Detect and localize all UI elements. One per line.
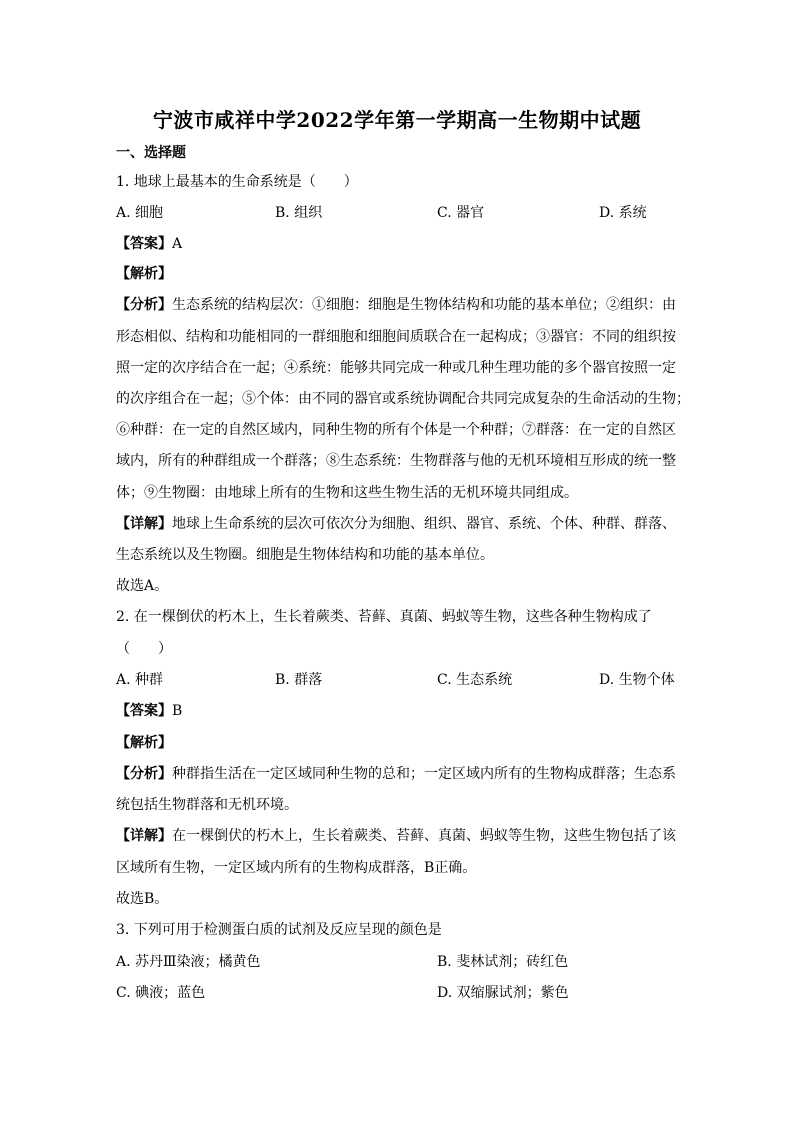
- q2-detail-line: [116, 826, 686, 846]
- q1-analysis-line: 域内，所有的种群组成一个群落；⑧生态系统：生物群落与他的无机环境相互形成的统一整: [116, 453, 676, 469]
- detail-tag: 【详解】: [116, 828, 172, 844]
- q2-option-c: C. 生态系统: [437, 672, 513, 688]
- q1-analysis-line: ⑥种群：在一定的自然区域内，同种生物的所有个体是一个种群；⑦群落：在一定的自然区: [116, 422, 676, 438]
- page-title: 宁波市咸祥中学2022学年第一学期高一生物期中试题: [152, 108, 642, 132]
- q1-analysis-line: 的次序组合在一起；⑤个体：由不同的器官或系统协调配合共同完成复杂的生命活动的生物；: [116, 391, 690, 407]
- q2-detail-line: 区域所有生物，一定区域内所有的生物构成群落，B正确。: [116, 860, 477, 876]
- analysis-text: 生态系统的结构层次：①细胞：细胞是生物体结构和功能的基本单位；②组织：由: [172, 297, 676, 313]
- q1-option-a: A. 细胞: [116, 205, 164, 221]
- q1-option-b: B. 组织: [275, 205, 323, 221]
- q2-analysis-line: 统包括生物群落和无机环境。: [116, 797, 298, 813]
- q1-analysis-line: 形态相似、结构和功能相同的一群细胞和细胞间质联合在一起构成；③器官：不同的组织按: [116, 329, 676, 345]
- q2-option-a: A. 种群: [116, 672, 164, 688]
- q3-stem: 3. 下列可用于检测蛋白质的试剂及反应呈现的颜色是: [116, 922, 442, 938]
- q2-stem-paren: （ ）: [116, 641, 172, 657]
- q3-option-c: C. 碘液；蓝色: [116, 985, 206, 1001]
- q2-analysis-line: [116, 764, 686, 784]
- q2-option-d: D. 生物个体: [599, 672, 675, 688]
- detail-tag: 【详解】: [116, 516, 172, 532]
- q1-analysis-line: 体；⑨生物圈：由地球上所有的生物和这些生物生活的无机环境共同组成。: [116, 485, 578, 501]
- q2-jiexi-tag: 【解析】: [116, 735, 172, 751]
- q1-detail-line: 生态系统以及生物圈。细胞是生物体结构和功能的基本单位。: [116, 547, 494, 563]
- q1-detail-line: [116, 514, 686, 534]
- q2-conclusion: 故选B。: [116, 891, 169, 907]
- answer-value: A: [172, 236, 183, 252]
- q2-answer: [116, 701, 686, 721]
- q1-option-c: C. 器官: [437, 205, 485, 221]
- analysis-text: 种群指生活在一定区域同种生物的总和；一定区域内所有的生物构成群落；生态系: [172, 766, 676, 782]
- analysis-tag: 【分析】: [116, 766, 172, 782]
- answer-value: B: [172, 703, 183, 719]
- q3-option-b: B. 斐林试剂；砖红色: [437, 954, 569, 970]
- analysis-tag: 【分析】: [116, 297, 172, 313]
- q1-analysis-line: 照一定的次序结合在一起；④系统：能够共同完成一种或几种生理功能的多个器官按照一定: [116, 360, 676, 376]
- answer-tag: 【答案】: [116, 236, 172, 252]
- q1-stem: 1. 地球上最基本的生命系统是（ ）: [116, 174, 358, 190]
- detail-text: 地球上生命系统的层次可依次分为细胞、组织、器官、系统、个体、种群、群落、: [172, 516, 676, 532]
- q1-jiexi-tag: 【解析】: [116, 266, 172, 282]
- answer-tag: 【答案】: [116, 703, 172, 719]
- q1-option-d: D. 系统: [599, 205, 647, 221]
- q1-answer: [116, 234, 686, 254]
- q2-stem: 2. 在一棵倒伏的朽木上，生长着蕨类、苔藓、真菌、蚂蚁等生物，这些各种生物构成了: [116, 609, 652, 625]
- q2-option-b: B. 群落: [275, 672, 323, 688]
- section-heading: 一、选择题: [116, 145, 186, 161]
- q1-analysis-line: [116, 295, 686, 315]
- detail-text: 在一棵倒伏的朽木上，生长着蕨类、苔藓、真菌、蚂蚁等生物，这些生物包括了该: [172, 828, 676, 844]
- q3-option-d: D. 双缩脲试剂；紫色: [437, 985, 569, 1001]
- q3-option-a: A. 苏丹Ⅲ染液；橘黄色: [116, 954, 261, 970]
- q1-conclusion: 故选A。: [116, 578, 169, 594]
